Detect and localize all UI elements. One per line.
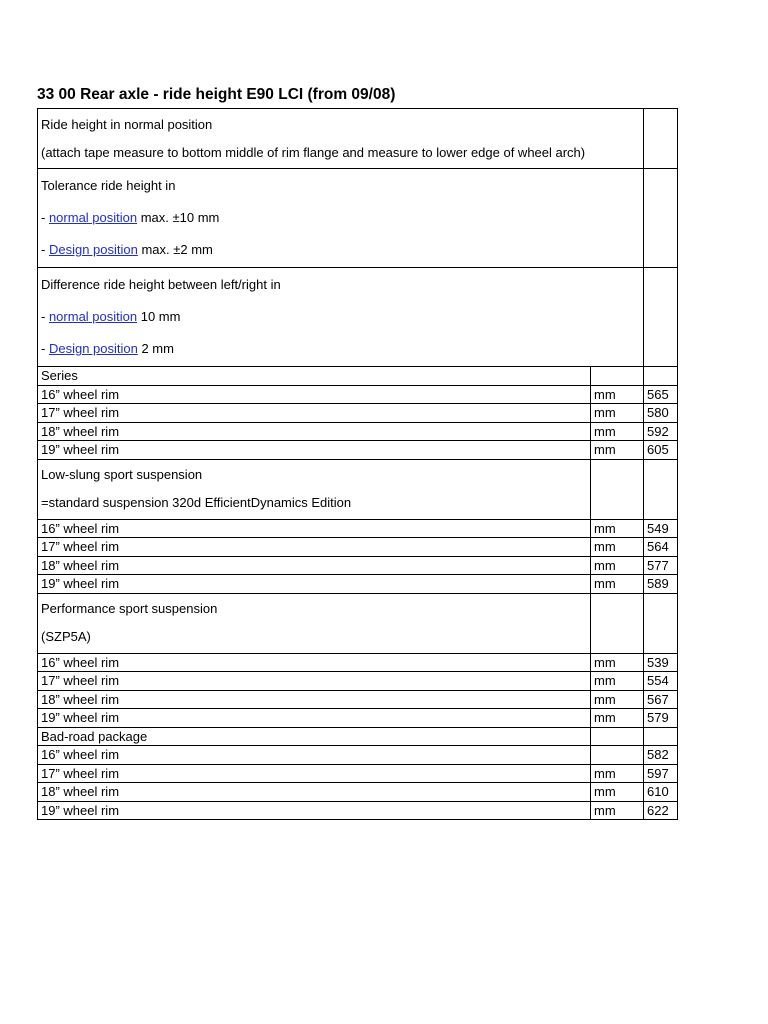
rim-label: 18” wheel rim: [38, 690, 591, 709]
table-row: [38, 404, 678, 423]
unit: mm: [591, 575, 644, 594]
normal-position-block: [38, 109, 678, 169]
rim-label: 16” wheel rim: [38, 653, 591, 672]
ride-height-table: [37, 108, 678, 820]
performance-cell: [38, 593, 591, 653]
table-row: [38, 441, 678, 460]
rim-label: 17” wheel rim: [38, 404, 591, 423]
table-row: [38, 709, 678, 728]
tolerance-cell: [38, 169, 644, 268]
table-row: [38, 538, 678, 557]
performance-block: [38, 593, 678, 653]
empty-cell: [644, 268, 678, 367]
ride-height-value: 564: [644, 538, 678, 557]
unit: mm: [591, 653, 644, 672]
ride-height-value: 567: [644, 690, 678, 709]
measurement-note: (attach tape measure to bottom middle of rim flange and measure to lower edge of wheel arch): [41, 144, 586, 160]
unit: mm: [591, 441, 644, 460]
tolerance-normal-value: max. ±10 mm: [137, 210, 220, 225]
unit: mm: [591, 764, 644, 783]
empty-cell: [591, 593, 644, 653]
ride-height-value: 582: [644, 746, 678, 765]
rim-label: 19” wheel rim: [38, 441, 591, 460]
rim-label: 16” wheel rim: [38, 746, 591, 765]
rim-label: 16” wheel rim: [38, 519, 591, 538]
table-row: [38, 519, 678, 538]
ride-height-value: 580: [644, 404, 678, 423]
normal-position-heading: Ride height in normal position: [41, 116, 213, 132]
table-row: [38, 746, 678, 765]
ride-height-value: 622: [644, 801, 678, 820]
difference-normal-prefix: -: [41, 309, 49, 324]
empty-cell: [644, 169, 678, 268]
table-row: [38, 575, 678, 594]
bad-road-heading: Bad-road package: [38, 727, 591, 746]
difference-design-position-link[interactable]: Design position: [48, 341, 138, 356]
empty-cell: [644, 459, 678, 519]
rim-label: 16” wheel rim: [38, 385, 591, 404]
rim-label: 18” wheel rim: [38, 556, 591, 575]
unit: mm: [591, 801, 644, 820]
tolerance-normal-position-link[interactable]: normal position: [48, 210, 138, 225]
unit: mm: [591, 690, 644, 709]
tolerance-design-value: max. ±2 mm: [137, 242, 213, 257]
rim-label: 19” wheel rim: [38, 801, 591, 820]
table-row: [38, 672, 678, 691]
normal-position-cell: [38, 109, 644, 169]
difference-normal-value: 10 mm: [137, 309, 181, 324]
unit: [591, 746, 644, 765]
tolerance-block: [38, 169, 678, 268]
difference-cell: [38, 268, 644, 367]
rim-label: 19” wheel rim: [38, 709, 591, 728]
low-slung-subheading: =standard suspension 320d EfficientDynamics Edition: [41, 495, 352, 510]
bad-road-heading-row: [38, 727, 678, 746]
series-heading: Series: [38, 367, 591, 386]
ride-height-value: 549: [644, 519, 678, 538]
difference-block: [38, 268, 678, 367]
difference-normal-line: [41, 309, 640, 325]
unit: mm: [591, 519, 644, 538]
ride-height-value: 610: [644, 783, 678, 802]
low-slung-heading: Low-slung sport suspension: [41, 467, 203, 482]
unit: mm: [591, 783, 644, 802]
rim-label: 17” wheel rim: [38, 672, 591, 691]
tolerance-heading: Tolerance ride height in: [41, 178, 176, 193]
empty-cell: [644, 367, 678, 386]
rim-label: 18” wheel rim: [38, 422, 591, 441]
empty-cell: [591, 727, 644, 746]
ride-height-value: 539: [644, 653, 678, 672]
table-row: [38, 801, 678, 820]
ride-height-value: 577: [644, 556, 678, 575]
rim-label: 19” wheel rim: [38, 575, 591, 594]
empty-cell: [644, 593, 678, 653]
unit: mm: [591, 538, 644, 557]
series-heading-row: [38, 367, 678, 386]
ride-height-value: 597: [644, 764, 678, 783]
unit: mm: [591, 556, 644, 575]
table-row: [38, 783, 678, 802]
ride-height-value: 579: [644, 709, 678, 728]
table-row: [38, 556, 678, 575]
empty-cell: [591, 367, 644, 386]
difference-normal-position-link[interactable]: normal position: [48, 309, 138, 324]
ride-height-value: 589: [644, 575, 678, 594]
table-row: [38, 690, 678, 709]
table-row: [38, 385, 678, 404]
low-slung-block: [38, 459, 678, 519]
table-row: [38, 764, 678, 783]
empty-cell: [644, 109, 678, 169]
ride-height-value: 554: [644, 672, 678, 691]
tolerance-normal-line: [41, 210, 640, 226]
tolerance-design-position-link[interactable]: Design position: [48, 242, 138, 257]
difference-design-value: 2 mm: [137, 341, 174, 356]
ride-height-value: 605: [644, 441, 678, 460]
ride-height-value: 565: [644, 385, 678, 404]
difference-design-prefix: -: [41, 341, 49, 356]
ride-height-value: 592: [644, 422, 678, 441]
page-title: 33 00 Rear axle - ride height E90 LCI (from 09/08): [37, 86, 396, 103]
rim-label: 17” wheel rim: [38, 538, 591, 557]
unit: mm: [591, 709, 644, 728]
table-row: [38, 653, 678, 672]
unit: mm: [591, 672, 644, 691]
tolerance-design-line: [41, 242, 640, 258]
table-row: [38, 422, 678, 441]
rim-label: 17” wheel rim: [38, 764, 591, 783]
tolerance-normal-prefix: -: [41, 210, 49, 225]
unit: mm: [591, 422, 644, 441]
tolerance-design-prefix: -: [41, 242, 49, 257]
performance-subheading: (SZP5A): [41, 629, 91, 644]
rim-label: 18” wheel rim: [38, 783, 591, 802]
performance-heading: Performance sport suspension: [41, 601, 218, 616]
empty-cell: [644, 727, 678, 746]
difference-heading: Difference ride height between left/right in: [41, 277, 281, 292]
unit: mm: [591, 385, 644, 404]
low-slung-cell: [38, 459, 591, 519]
difference-design-line: [41, 341, 640, 357]
unit: mm: [591, 404, 644, 423]
empty-cell: [591, 459, 644, 519]
